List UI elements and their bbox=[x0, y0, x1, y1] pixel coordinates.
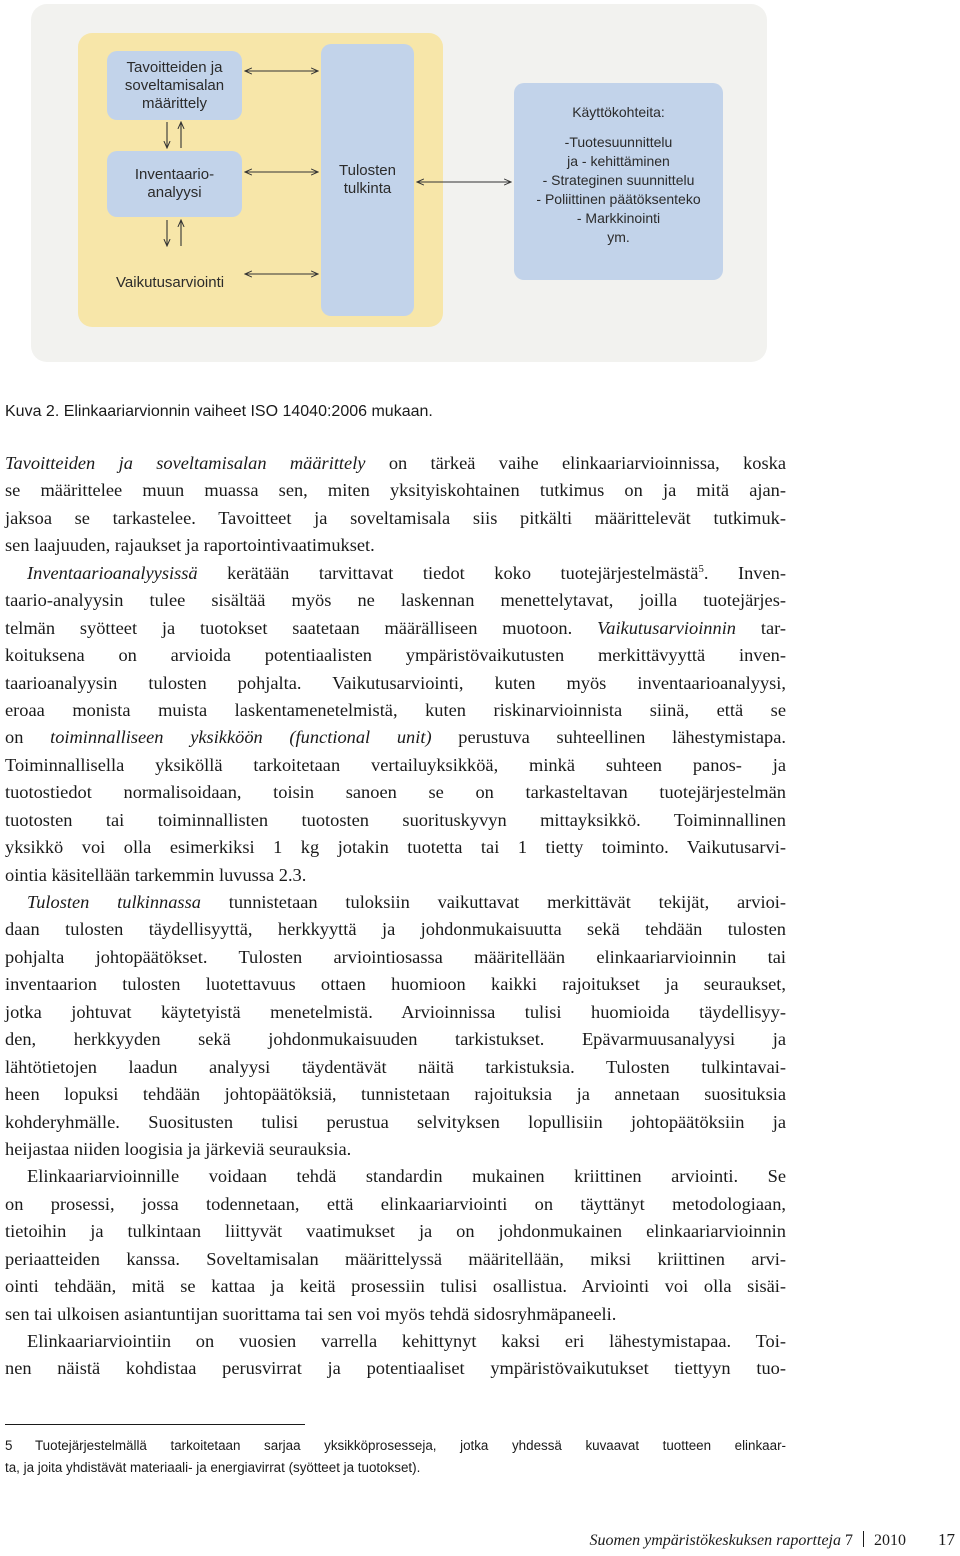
text-run: on bbox=[5, 727, 51, 748]
text-run: telmän syötteet ja tuotokset saatetaan määrälliseen muotoon. bbox=[5, 617, 598, 638]
applications-item: -Tuotesuunnittelu ja - kehittäminen bbox=[564, 134, 673, 169]
goal-scope-box: Tavoitteiden ja soveltamisalan määrittely bbox=[107, 51, 242, 120]
footnote-text: Tuotejärjestelmällä tarkoitetaan sarjaa yksikköprosesseja, jotka yhdessä kuvaavat tuotteen elinkaar- bbox=[35, 1438, 786, 1453]
text-run: perustuva suhteellinen lähestymistapa. bbox=[431, 727, 786, 748]
text-line: Elinkaariarviointiin on vuosien varrella kehittynyt kaksi eri lähestymistapaa. Toi- bbox=[27, 1331, 786, 1351]
text-line: lähtötietojen laadun analyysi täydentävät näitä tarkistuksia. Tulosten tulkintavai- bbox=[5, 1056, 786, 1077]
text-line: yksikkö voi olla esimerkiksi 1 kg jotakin tuotetta tai 1 tietty toiminto. Vaikutusarvi- bbox=[5, 837, 786, 858]
text-line bbox=[5, 889, 786, 916]
term-impact: Vaikutusarvioinnin bbox=[597, 617, 737, 638]
text-line bbox=[5, 560, 786, 587]
footnote-rule bbox=[5, 1424, 305, 1425]
text-run: . Inven- bbox=[703, 562, 786, 583]
term-interpretation: Tulosten tulkinnassa bbox=[27, 892, 201, 912]
text-line: taarioanalyysin tulosten pohjalta. Vaikutusarviointi, kuten myös inventaarioanalyysi, bbox=[5, 672, 786, 693]
term-functional-unit: toiminnalliseen yksikköön (functional unit) bbox=[50, 727, 432, 748]
text-line: heijastaa niiden loogisia ja järkeviä seurauksia. bbox=[5, 1138, 352, 1159]
applications-item: - Poliittinen päätöksenteko bbox=[536, 191, 701, 207]
inventory-analysis-box: Inventaario- analyysi bbox=[107, 151, 242, 217]
text-line bbox=[5, 450, 786, 477]
text-line: tietoihin ja tulkintaan liittyvät vaatimukset ja on johdonmukainen elinkaariarvioinnin bbox=[5, 1221, 786, 1242]
term-goal-scope: Tavoitteiden ja soveltamisalan määrittely bbox=[5, 453, 366, 473]
text-line: taario-analyysin tulee sisältää myös ne laskennan menettelytavat, joilla tuotejärjes- bbox=[5, 590, 786, 611]
text-line: tuotosten tai toiminnallisten tuotosten suorituskyvyn mittayksikkö. Toiminnallinen bbox=[5, 809, 786, 830]
text-line: ointi tehdään, mitä se kattaa ja keitä prosessiin tulisi osallistua. Arviointi voi olla sisäi- bbox=[5, 1276, 786, 1297]
applications-item: - Strateginen suunnittelu bbox=[542, 172, 695, 188]
text-line: tuotostiedot normalisoidaan, toisin sanoen se on tarkasteltavan tuotejärjestelmän bbox=[5, 782, 786, 803]
issue-number: 7 bbox=[845, 1532, 853, 1549]
text-line: Elinkaariarvioinnille voidaan tehdä standardin mukainen kriittinen arviointi. Se bbox=[27, 1166, 786, 1187]
text-line bbox=[5, 724, 786, 751]
text-line: daan tulosten täydellisyyttä, herkkyyttä ja johdonmukaisuutta sekä tehdään tulosten bbox=[5, 919, 786, 940]
impact-assessment-label: Vaikutusarviointi bbox=[116, 274, 225, 291]
text-line: periaatteiden kanssa. Soveltamisalan määrittelyssä määritellään, miksi kriittinen arvi- bbox=[5, 1248, 786, 1269]
text-line: ointia käsitellään tarkemmin luvussa 2.3. bbox=[5, 864, 307, 885]
text-run: tunnistetaan tuloksiin vaikuttavat merkittävät tekijät, arvioi- bbox=[200, 892, 786, 912]
text-line: heen lopuksi tehdään johtopäätöksiä, tunnistetaan rajoituksia ja annetaan suosituksia bbox=[5, 1084, 786, 1105]
figure-caption: Kuva 2. Elinkaariarvionnin vaiheet ISO 14040:2006 mukaan. bbox=[5, 403, 433, 420]
text-line: pohjalta johtopäätökset. Tulosten arviointiosassa määritellään elinkaariarvioinnin tai bbox=[5, 946, 786, 967]
text-line: jotka johtuvat käytetyistä menetelmistä. Arvioinnissa tulisi huomioida täydellisyy- bbox=[5, 1001, 786, 1022]
year: 2010 bbox=[874, 1532, 906, 1549]
text-line: Toiminnallisella yksiköllä tarkoitetaan vertailuyksikköä, minkä suhteen panos- ja bbox=[5, 754, 786, 775]
text-run: kerätään tarvittavat tiedot koko tuotejärjestelmästä bbox=[197, 562, 699, 583]
footnote-ref[interactable]: 5 bbox=[698, 562, 704, 575]
term-inventory: Inventaarioanalyysissä bbox=[27, 562, 198, 583]
text-line: sen laajuuden, rajaukset ja raportointivaatimukset. bbox=[5, 535, 375, 556]
text-line: eroaa monista muista laskentamenetelmistä, kuten riskinarvioinnista siinä, että se bbox=[5, 699, 786, 720]
interpretation-box: Tulosten tulkinta bbox=[321, 44, 414, 316]
text-line: koituksena on arvioida potentiaalisten ympäristövaikutusten merkittävyyttä inven- bbox=[5, 645, 786, 666]
text-line: on prosessi, jossa todennetaan, että elinkaariarviointi on täyttänyt metodologiaan, bbox=[5, 1193, 786, 1214]
text-line: nen näistä kohdistaa perusvirrat ja potentiaaliset ympäristövaikutukset tiettyyn tuo- bbox=[5, 1358, 786, 1379]
footnote-number: 5 bbox=[5, 1438, 13, 1453]
text-line: inventaarion tulosten luotettavuus ottaen huomioon kaikki rajoitukset ja seuraukset, bbox=[5, 974, 786, 995]
footnote-line: ta, ja joita yhdistävät materiaali- ja energiavirrat (syötteet ja tuotokset). bbox=[5, 1460, 421, 1475]
footnote-line bbox=[5, 1435, 786, 1457]
page-footer bbox=[589, 1530, 955, 1550]
applications-title: Käyttökohteita: bbox=[572, 104, 665, 120]
page-number: 17 bbox=[938, 1530, 955, 1549]
text-line: den, herkkyyden sekä johdonmukaisuuden tarkistukset. Epävarmuusanalyysi ja bbox=[5, 1029, 786, 1050]
text-run: tar- bbox=[736, 617, 786, 638]
text-line: se määrittelee muun muassa sen, miten yksityiskohtainen tutkimus on ja mitä ajan- bbox=[5, 480, 786, 501]
flow-arrows bbox=[0, 0, 960, 400]
applications-item: - Markkinointi ym. bbox=[576, 210, 661, 245]
footer-separator bbox=[863, 1531, 864, 1547]
text-line bbox=[5, 615, 786, 642]
text-line: jaksoa se tarkastelee. Tavoitteet ja soveltamisala siis pitkälti määrittelevät tutkimuk- bbox=[5, 507, 786, 528]
series-title: Suomen ympäristökeskuksen raportteja bbox=[589, 1532, 841, 1549]
body-text bbox=[5, 450, 786, 1383]
footnote bbox=[5, 1435, 786, 1479]
text-line: kohderyhmälle. Suositusten tulisi perustua selvityksen lopullisiin johtopäätöksiin ja bbox=[5, 1111, 786, 1132]
text-line: sen tai ulkoisen asiantuntijan suorittama tai sen voi myös tehdä sidosryhmäpaneeli. bbox=[5, 1303, 617, 1324]
text-run: on tärkeä vaihe elinkaariarvioinnissa, koska bbox=[365, 453, 786, 473]
